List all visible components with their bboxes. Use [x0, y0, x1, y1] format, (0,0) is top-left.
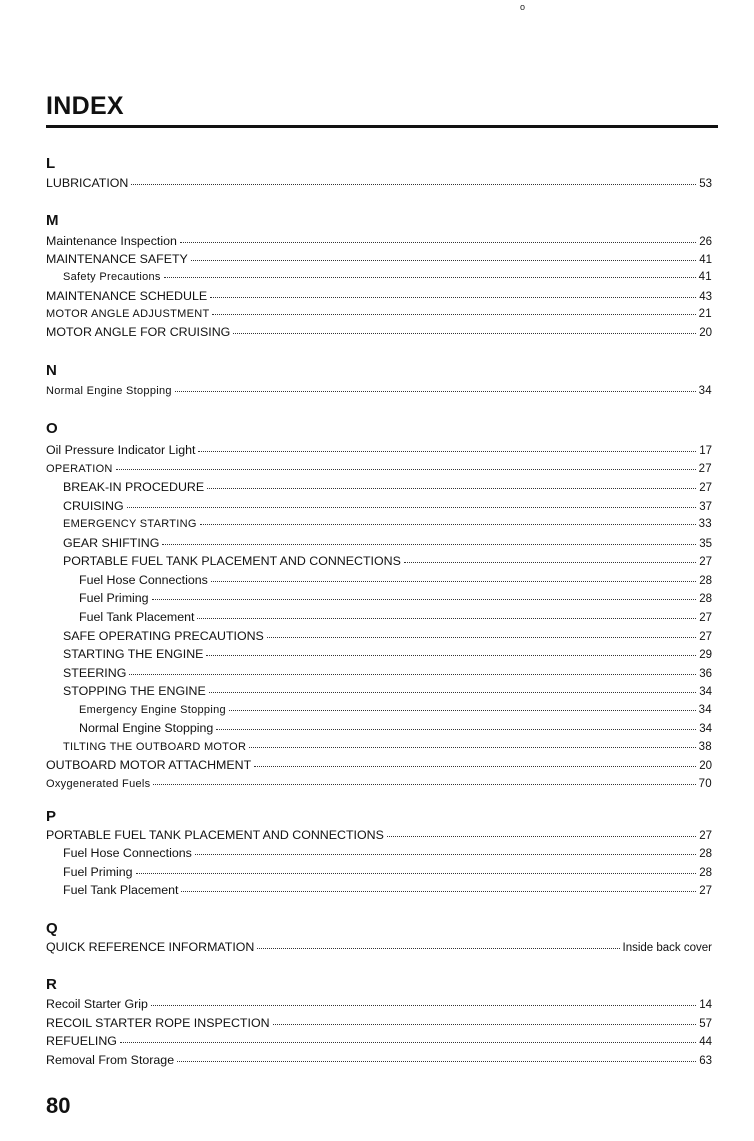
index-page-ref: 26: [699, 236, 712, 248]
index-term: Fuel Hose Connections: [63, 846, 192, 861]
index-page-ref: 63: [699, 1054, 712, 1067]
dot-leader: [162, 543, 696, 545]
index-page-ref: 53: [699, 178, 712, 190]
dot-leader: [129, 673, 696, 675]
index-page-ref: 27: [699, 556, 712, 569]
index-entry: [79, 720, 712, 736]
dot-leader: [207, 487, 696, 489]
index-term: OUTBOARD MOTOR ATTACHMENT: [46, 758, 252, 773]
dot-leader: [387, 835, 696, 837]
dot-leader: [197, 617, 696, 619]
index-page-ref: 28: [699, 593, 712, 606]
dot-leader: [181, 890, 696, 892]
page-number: 80: [46, 1093, 71, 1118]
dot-leader: [153, 783, 695, 785]
page-title: INDEX: [46, 92, 124, 120]
dot-leader: [267, 636, 696, 638]
index-page-ref: 27: [699, 830, 712, 842]
section-letter-o: O: [46, 420, 58, 437]
index-page-ref: 35: [699, 537, 712, 550]
index-term: RECOIL STARTER ROPE INSPECTION: [46, 1015, 270, 1030]
dot-leader: [233, 332, 696, 334]
index-page-ref: 57: [699, 1017, 712, 1030]
index-page-ref: Inside back cover: [622, 942, 712, 954]
dot-leader: [175, 390, 696, 392]
dot-leader: [191, 259, 696, 261]
dot-leader: [249, 746, 695, 748]
index-entry: [46, 1033, 712, 1049]
index-page-ref: 27: [699, 884, 712, 897]
index-entry: [63, 269, 712, 285]
index-term: QUICK REFERENCE INFORMATION: [46, 940, 255, 954]
index-page-ref: 27: [698, 462, 712, 475]
index-entry: [63, 646, 712, 662]
dot-leader: [127, 506, 697, 508]
dot-leader: [216, 728, 696, 730]
index-entry: [63, 516, 712, 532]
index-term: PORTABLE FUEL TANK PLACEMENT AND CONNECTIONS: [63, 554, 401, 569]
index-page-ref: 43: [699, 290, 712, 303]
index-entry: [63, 479, 712, 495]
dot-leader: [206, 654, 696, 656]
index-page-ref: 34: [699, 723, 712, 736]
index-entry: [63, 845, 712, 861]
index-entry: [46, 461, 712, 477]
section-letter-m: M: [46, 212, 59, 229]
index-entry: [46, 288, 712, 304]
index-entry: [46, 776, 712, 792]
index-entry: [63, 683, 712, 699]
index-entry: [63, 864, 712, 880]
section-letter-n: N: [46, 362, 57, 379]
index-entry: [63, 739, 712, 755]
index-page-ref: 36: [699, 667, 712, 680]
index-term: Oil Pressure Indicator Light: [46, 443, 196, 457]
dot-leader: [151, 1004, 696, 1006]
index-term: SAFE OPERATING PRECAUTIONS: [63, 628, 264, 643]
index-page-ref: 29: [699, 649, 712, 662]
index-term: REFUELING: [46, 1034, 117, 1048]
index-entry: [46, 757, 712, 773]
index-entry: [63, 535, 712, 551]
index-term: LUBRICATION: [46, 176, 129, 190]
index-term: GEAR SHIFTING: [63, 535, 160, 550]
index-entry: [63, 553, 712, 569]
index-page-ref: 34: [699, 686, 712, 699]
dot-leader: [180, 241, 696, 243]
index-term: Normal Engine Stopping: [79, 721, 214, 736]
index-page-ref: 28: [699, 848, 712, 861]
dot-leader: [254, 765, 696, 767]
index-term: Fuel Tank Placement: [63, 882, 179, 897]
index-entry: [63, 665, 712, 681]
index-page-ref: 21: [698, 307, 712, 320]
index-page-ref: 41: [698, 271, 712, 284]
index-entry: [79, 702, 712, 718]
index-page-ref: 33: [698, 518, 712, 531]
corner-mark: o: [520, 2, 526, 12]
dot-leader: [164, 276, 696, 278]
index-page-ref: 20: [699, 760, 712, 773]
dot-leader: [212, 313, 695, 315]
index-entry: [79, 572, 712, 588]
index-page-ref: 27: [699, 630, 712, 643]
index-page-ref: 20: [699, 327, 712, 339]
section-letter-r: R: [46, 976, 57, 993]
index-page-ref: 70: [698, 777, 712, 790]
dot-leader: [152, 598, 697, 600]
index-page-ref: 28: [699, 866, 712, 879]
index-term: Removal From Storage: [46, 1052, 175, 1067]
index-page-ref: 14: [699, 999, 712, 1011]
dot-leader: [209, 691, 696, 693]
index-page-ref: 28: [699, 574, 712, 587]
index-entry: [46, 306, 712, 322]
index-entry: [46, 251, 712, 267]
index-term: MAINTENANCE SAFETY: [46, 252, 188, 267]
index-entry: [46, 1052, 712, 1068]
index-page-ref: 34: [698, 703, 712, 716]
dot-leader: [136, 872, 697, 874]
index-term: MAINTENANCE SCHEDULE: [46, 288, 208, 303]
section-letter-l: L: [46, 155, 56, 172]
dot-leader: [177, 1060, 696, 1062]
index-term: Fuel Priming: [63, 864, 133, 879]
index-term: STOPPING THE ENGINE: [63, 684, 206, 699]
dot-leader: [195, 853, 696, 855]
index-term: Fuel Hose Connections: [79, 572, 208, 587]
dot-leader: [257, 947, 619, 949]
index-term: PORTABLE FUEL TANK PLACEMENT AND CONNECTIONS: [46, 828, 384, 842]
index-page-ref: 37: [699, 500, 712, 513]
dot-leader: [198, 450, 696, 452]
index-entry: [46, 939, 712, 955]
index-entry: [63, 498, 712, 514]
index-term: TILTING THE OUTBOARD MOTOR: [63, 740, 247, 753]
dot-leader: [273, 1023, 697, 1025]
index-term: MOTOR ANGLE FOR CRUISING: [46, 325, 231, 339]
index-entry: [46, 383, 712, 399]
index-page-ref: 44: [699, 1036, 712, 1048]
index-entry: [46, 175, 712, 191]
index-term: EMERGENCY STARTING: [63, 518, 197, 531]
index-term: Fuel Tank Placement: [79, 609, 195, 624]
dot-leader: [229, 709, 696, 711]
index-term: Fuel Priming: [79, 591, 149, 606]
index-entry: [79, 609, 712, 625]
index-entry: [46, 996, 712, 1012]
dot-leader: [404, 561, 696, 563]
dot-leader: [211, 580, 696, 582]
section-letter-p: P: [46, 808, 57, 825]
index-term: Safety Precautions: [63, 271, 161, 284]
index-term: Normal Engine Stopping: [46, 385, 172, 397]
index-term: MOTOR ANGLE ADJUSTMENT: [46, 307, 210, 320]
index-term: Maintenance Inspection: [46, 234, 177, 248]
index-term: Oxygenerated Fuels: [46, 777, 151, 790]
dot-leader: [200, 523, 696, 525]
index-page-ref: 38: [698, 740, 712, 753]
index-entry: [46, 233, 712, 249]
index-term: Recoil Starter Grip: [46, 997, 148, 1011]
index-entry: [46, 324, 712, 340]
index-page-ref: 41: [699, 254, 712, 267]
dot-leader: [120, 1041, 696, 1043]
index-term: BREAK-IN PROCEDURE: [63, 480, 205, 495]
index-entry: [46, 442, 712, 458]
dot-leader: [210, 296, 696, 298]
index-entry: [46, 1015, 712, 1031]
index-term: STARTING THE ENGINE: [63, 647, 204, 662]
section-letter-q: Q: [46, 920, 58, 937]
index-term: Emergency Engine Stopping: [79, 703, 226, 716]
index-entry: [46, 827, 712, 843]
index-term: OPERATION: [46, 462, 113, 475]
index-term: STEERING: [63, 665, 127, 680]
index-entry: [79, 590, 712, 606]
dot-leader: [116, 468, 696, 470]
index-page-ref: 27: [699, 611, 712, 624]
index-term: CRUISING: [63, 498, 124, 513]
index-entry: [63, 628, 712, 644]
index-page-ref: 34: [698, 385, 712, 397]
index-page-ref: 17: [699, 445, 712, 457]
index-page-ref: 27: [699, 482, 712, 495]
dot-leader: [131, 183, 696, 185]
index-entry: [63, 882, 712, 898]
